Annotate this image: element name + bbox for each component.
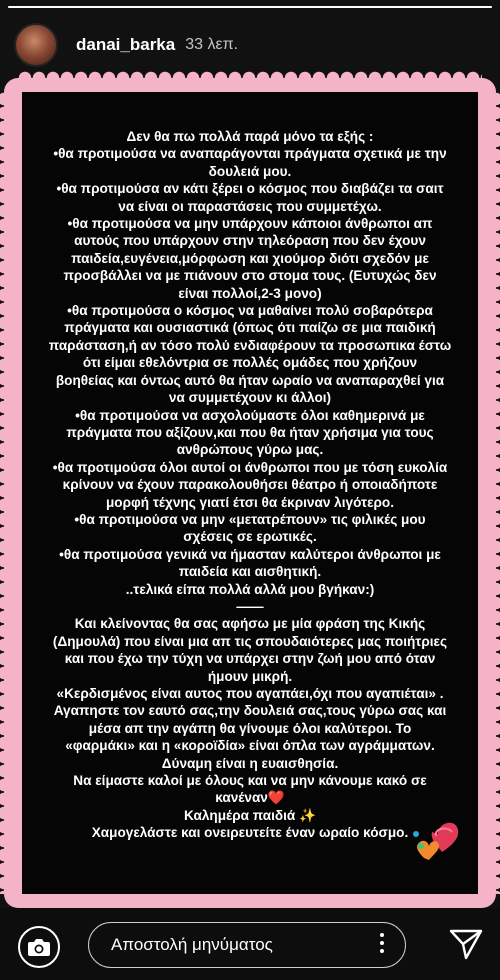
story-text-line: Καλημέρα παιδιά ✨	[184, 807, 316, 823]
story-progress-fill	[8, 6, 492, 8]
story-text-line: να συμμετέχουν κι άλλοι)	[168, 390, 332, 406]
story-text-line: Δύναμη είναι η ευαισθησία.	[161, 755, 339, 771]
story-text-line: •θα προτιμούσα γενικά να ήμασταν καλύτεροι άνθρωποι με	[59, 546, 441, 562]
story-text-line: σχέσεις σε ερωτικές.	[183, 529, 317, 545]
story-text-line: •θα προτιμούσα ο κόσμος να μαθαίνει πολύ σοβαρότερα	[67, 303, 433, 319]
story-text-line: ήμουν μικρή.	[207, 668, 293, 684]
story-text-line: Και κλείνοντας θα σας αφήσω με μία φράση της Κικής	[74, 616, 426, 632]
story-text-line: πράγματα και ουσιαστικά (όπως ότι παίζω σε μια παιδική	[64, 320, 436, 336]
story-text-line: να είναι οι παραστάσεις που συμμετέχω.	[118, 198, 382, 214]
story-text-line: (Δημουλά) που είναι μια απ τις σπουδαιότερες μας ποιήτριες	[52, 633, 448, 649]
story-text-line: ανθρώπους γύρω μας.	[176, 442, 324, 458]
story-text-line: •θα προτιμούσα να αναπαράγονται πράγματα σχετικά με την	[53, 146, 447, 162]
story-text-line: Χαμογελάστε και ονειρευτείτε έναν ωραίο κόσμο.	[91, 825, 409, 841]
story-text-line: •θα προτιμούσα όλοι αυτοί οι άνθρωποι που με τόση ευκολία	[52, 459, 448, 475]
story-text-line: αυτούς που υπάρχουν στην τηλεόραση που δεν έχουν	[74, 233, 426, 249]
story-text-line: ότι είμαι εθελόντρια σε πολλές ομάδες που χρήζουν	[82, 355, 418, 371]
camera-button[interactable]	[18, 926, 60, 968]
camera-icon	[27, 937, 51, 957]
story-text-line: παιδεία και αισθητική.	[178, 564, 322, 580]
story-text-line: Αγαπηστε τον εαυτό σας,την δουλειά σας,τους γύρω σας και	[53, 703, 447, 719]
more-icon[interactable]	[375, 933, 389, 953]
story-text-line: είναι πολλοί,2-3 μονο)	[178, 285, 322, 301]
reply-bar	[0, 908, 500, 980]
send-icon[interactable]	[446, 924, 486, 964]
story-header	[14, 18, 486, 72]
story-text-line: προσβάλλει να με πιάνουν στο στομα τους. (Ευτυχώς δεν	[63, 268, 437, 284]
story-text-line: μορφή τέχνης γιατί έτσι θα έκριναν λιγότερο.	[105, 494, 395, 510]
story-text-line: «Κερδισμένος είναι αυτος που αγαπάει,όχι που αγαπιέται» .	[56, 686, 444, 701]
text-panel	[22, 92, 478, 894]
story-text-line: Δεν θα πω πολλά παρά μόνο τα εξής :	[126, 129, 374, 144]
story-text-line: κανέναν❤️	[215, 790, 285, 806]
frame-scallop-top	[18, 71, 482, 85]
story-text-line: δουλειά μου.	[208, 163, 292, 179]
post-time: 33 λεπ.	[185, 36, 239, 53]
story-text-line: Να είμαστε καλοί με όλους και να μην κάνουμε κακό σε	[73, 773, 427, 789]
story-text	[22, 128, 478, 842]
avatar[interactable]	[14, 23, 58, 67]
story-text-line: μέσα απ την αγάπη θα γίνουμε όλοι καλύτεροι. Το	[88, 720, 412, 736]
story-text-line: παιδεία,ευγένεια,μόρφωση και χιούμορ διότι σχεδόν με	[71, 250, 429, 266]
story-text-line: κρίνουν να έχουν παρακολουθήσει θέατρο ή οποιαδήποτε	[62, 477, 438, 493]
username[interactable]: danai_barka	[76, 35, 176, 54]
pink-frame	[4, 78, 496, 908]
story-text-line: πράγματα που αξίζουν,και που θα ήταν χρήσιμα για τους	[66, 424, 434, 440]
story-text-line: ..τελικά είπα πολλά αλλά μου βγήκαν:)	[125, 581, 375, 597]
message-input-placeholder: Αποστολή μηνύματος	[111, 935, 273, 954]
story-text-line: ——	[236, 598, 264, 614]
hearts-icon	[408, 804, 468, 874]
story-progress-bar	[8, 6, 492, 8]
story-text-line: βοηθείας και όντως αυτό θα ήταν ωραίο να αναπαραχθεί για	[55, 372, 445, 388]
story-text-line: •θα προτιμούσα να μην «μετατρέπουν» τις φιλικές μου	[74, 511, 426, 527]
story-text-line: «φαρμάκι» και η «κοροϊδία» είναι όπλα των αγράμματων.	[65, 738, 435, 754]
story-text-line: •θα προτιμούσα αν κάτι ξέρει ο κόσμος που διαβάζει τα σαιτ	[56, 181, 444, 197]
frame-scallop-right	[489, 92, 500, 894]
story-text-line: •θα προτιμούσα να μην υπάρχουν κάποιοι άνθρωποι απ	[67, 216, 433, 232]
message-input[interactable]	[88, 922, 406, 968]
frame-scallop-left	[0, 92, 11, 894]
story-text-line: •θα προτιμούσα να ασχολούμαστε όλοι καθημερινά με	[75, 407, 425, 423]
story-text-line: παράσταση,ή αν τόσο πολύ ενδιαφέρουν τα προσωπικα έστω	[48, 337, 452, 353]
story-text-line: και που έχω την τύχη να υπάρχει στην ζωή μου από όταν	[64, 651, 436, 667]
